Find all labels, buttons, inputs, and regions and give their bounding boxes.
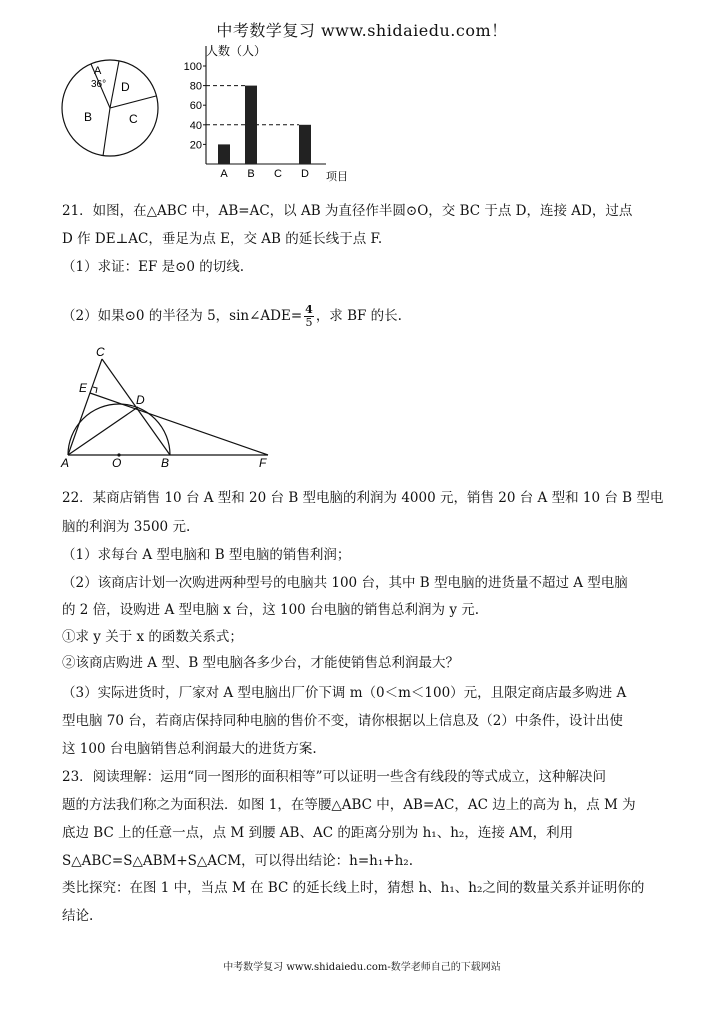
bar-chart bbox=[176, 40, 356, 182]
page-footer: 中考数学复习 www.shidaiedu.com-数学老师自己的下载网站 bbox=[223, 962, 501, 973]
q23-line6: 结论. bbox=[62, 908, 94, 924]
x-category-label: A bbox=[220, 168, 228, 180]
q22-part1: （1）求每台 A 型电脑和 B 型电脑的销售利润； bbox=[62, 547, 351, 563]
x-category-label: B bbox=[247, 168, 255, 180]
q22-sub2: ②该商店购进 A 型、B 型电脑各多少台，才能使销售总利润最大？ bbox=[62, 655, 460, 671]
label-o: O bbox=[112, 456, 122, 470]
line-ad bbox=[68, 407, 138, 455]
x-category-label: D bbox=[301, 168, 309, 180]
q21-part2-pre: （2）如果⊙0 的半径为 5，sin∠ADE= bbox=[62, 308, 303, 324]
y-axis-label: 人数（人） bbox=[206, 44, 267, 58]
label-c: C bbox=[96, 345, 105, 359]
x-category-label: C bbox=[274, 168, 282, 180]
q23-line3: 底边 BC 上的任意一点，点 M 到腰 AB、AC 的距离分别为 h₁、h₂，连接 AM，利用 bbox=[62, 825, 574, 841]
q21-line2: D 作 DE⊥AC，垂足为点 E，交 AB 的延长线于点 F. bbox=[62, 231, 383, 247]
pie-label-d: D bbox=[121, 80, 130, 94]
line-cb bbox=[102, 359, 170, 455]
y-tick-label: 80 bbox=[189, 80, 202, 93]
y-tick-label: 100 bbox=[183, 61, 202, 73]
fraction-denominator: 5 bbox=[305, 316, 313, 329]
q23-line5: 类比探究：在图 1 中，当点 M 在 BC 的延长线上时，猜想 h、h₁、h₂之间的数量关系并证明你的 bbox=[62, 880, 645, 896]
line-ef bbox=[90, 393, 268, 455]
q22-part2-line2: 的 2 倍，设购进 A 型电脑 x 台，这 100 台电脑的销售总利润为 y 元. bbox=[62, 602, 480, 618]
q23-line2: 题的方法我们称之为面积法．如图 1，在等腰△ABC 中，AB=AC，AC 边上的高为 h，点 M 为 bbox=[62, 797, 636, 813]
q22-part3-line1: （3）实际进货时，厂家对 A 型电脑出厂价下调 m（0＜m＜100）元，且限定商店最多购进 A bbox=[62, 685, 627, 701]
line-ac bbox=[68, 359, 102, 455]
pie-label-a: A bbox=[94, 65, 102, 77]
pie-label-b: B bbox=[84, 110, 93, 124]
q22-line1: 22．某商店销售 10 台 A 型和 20 台 B 型电脑的利润为 4000 元，销售 20 台 A 型和 10 台 B 型电 bbox=[62, 490, 664, 506]
q23-line4: S△ABC=S△ABM+S△ACM，可以得出结论：h=h₁+h₂. bbox=[62, 853, 413, 869]
y-tick-label: 40 bbox=[189, 119, 202, 132]
q22-part2-line1: （2）该商店计划一次购进两种型号的电脑共 100 台，其中 B 型电脑的进货量不超过 A 型电脑 bbox=[62, 575, 628, 591]
x-axis-label: 项目 bbox=[326, 171, 348, 182]
q21-part2-post: ，求 BF 的长. bbox=[315, 308, 402, 324]
page-header: 中考数学复习 www.shidaiedu.com！ bbox=[216, 21, 508, 40]
label-b: B bbox=[161, 456, 170, 470]
figure-21 bbox=[56, 345, 276, 470]
q22-part3-line3: 这 100 台电脑销售总利润最大的进货方案. bbox=[62, 741, 317, 757]
label-e: E bbox=[79, 381, 88, 395]
q21-part1: （1）求证：EF 是⊙0 的切线. bbox=[62, 259, 245, 275]
y-tick-label: 20 bbox=[189, 139, 202, 152]
pie-divider bbox=[110, 96, 156, 108]
pie-label-angle: 36° bbox=[91, 79, 107, 90]
q23-line1: 23．阅读理解：运用“同一图形的面积相等”可以证明一些含有线段的等式成立，这种解决问 bbox=[62, 769, 606, 785]
pie-chart bbox=[58, 56, 164, 162]
right-angle-mark bbox=[93, 387, 97, 393]
bar-a bbox=[218, 144, 230, 164]
y-tick-label: 60 bbox=[189, 100, 202, 113]
q22-line2: 脑的利润为 3500 元. bbox=[62, 519, 191, 535]
fraction-numerator: 4 bbox=[305, 303, 313, 316]
pie-label-c: C bbox=[129, 112, 138, 126]
bar-d bbox=[299, 125, 311, 164]
fraction bbox=[304, 304, 314, 329]
pie-divider bbox=[103, 108, 110, 156]
q22-sub1: ①求 y 关于 x 的函数关系式； bbox=[62, 629, 243, 645]
label-f: F bbox=[259, 456, 267, 470]
q21-line1: 21．如图，在△ABC 中，AB=AC，以 AB 为直径作半圆⊙O，交 BC 于点 D，连接 AD，过点 bbox=[62, 203, 633, 219]
q21-part2 bbox=[62, 304, 402, 329]
bar-b bbox=[245, 86, 257, 164]
pie-divider bbox=[110, 61, 119, 108]
q22-part3-line2: 型电脑 70 台，若商店保持同种电脑的售价不变，请你根据以上信息及（2）中条件，设计出使 bbox=[62, 713, 623, 729]
label-d: D bbox=[136, 393, 145, 407]
label-a: A bbox=[61, 456, 70, 470]
